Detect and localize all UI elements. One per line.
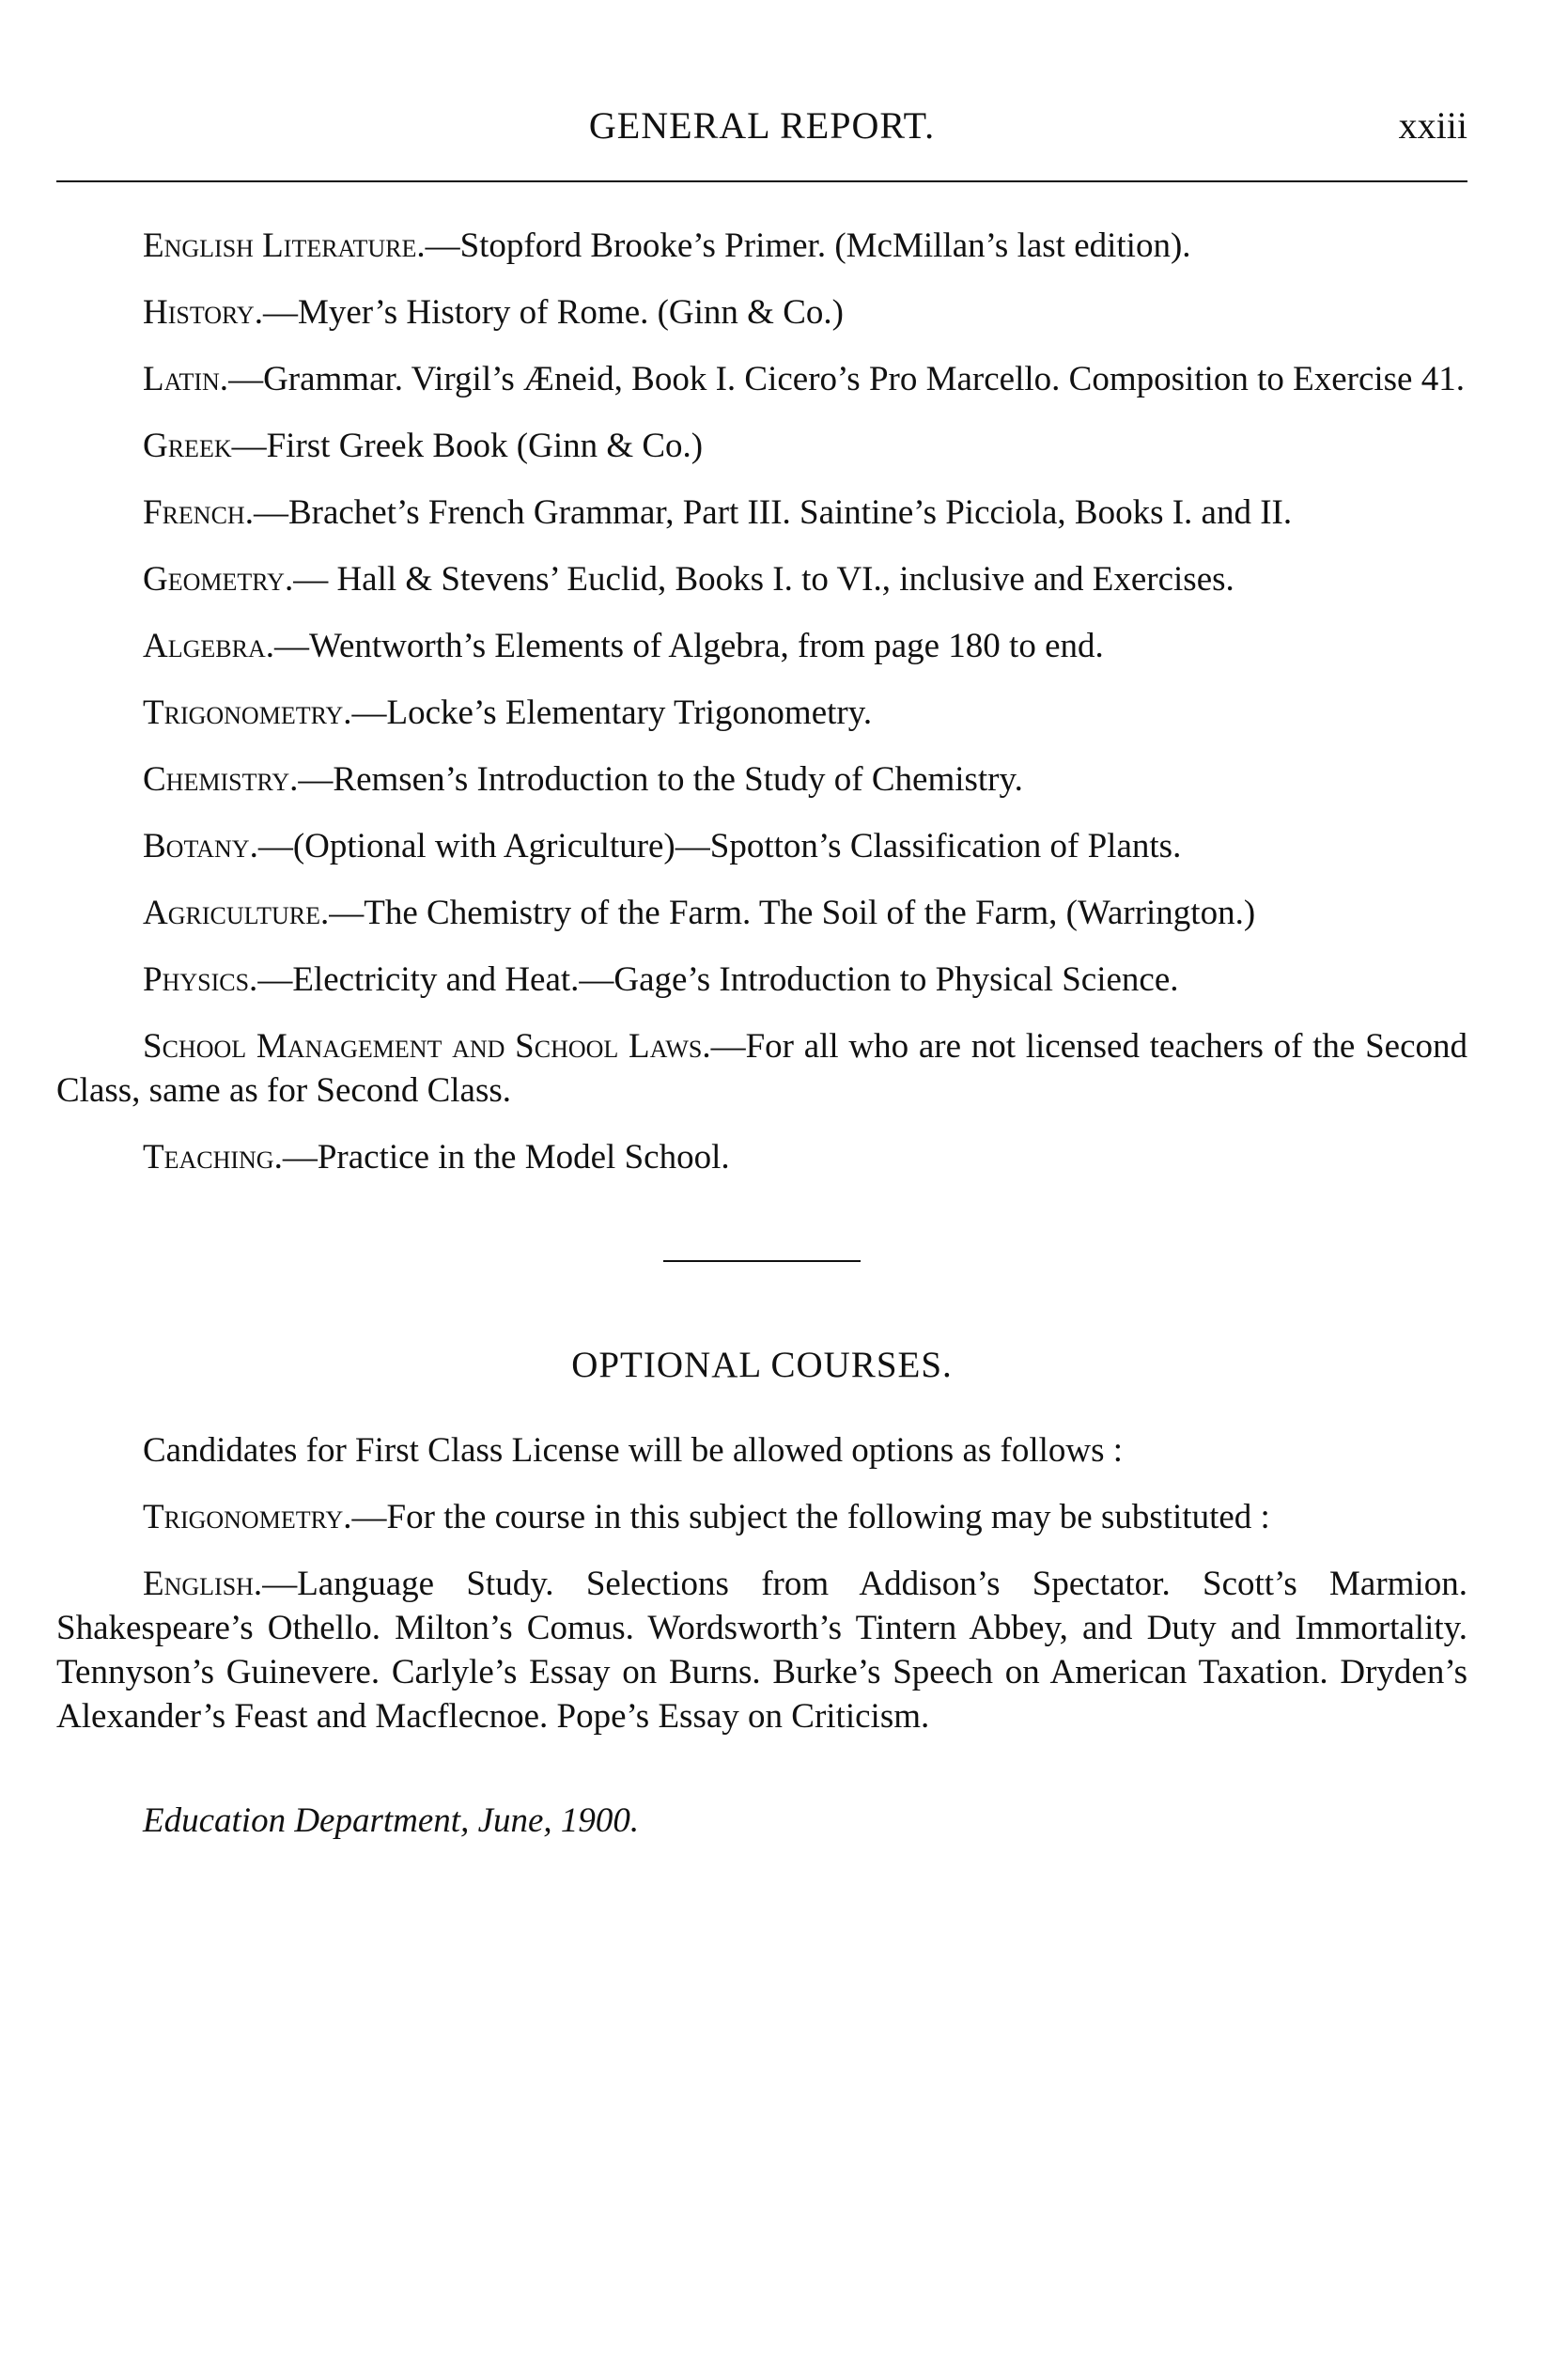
optional-english: [56, 1562, 1467, 1738]
subject-label: English.: [143, 1565, 263, 1603]
main-content: [56, 224, 1467, 1843]
subject-label: Physics.: [143, 960, 258, 999]
subject-text: — Hall & Stevens’ Euclid, Books I. to VI., inclusive and Exercises.: [293, 560, 1234, 599]
subject-label: Agriculture.: [143, 894, 330, 932]
optional-intro: Candidates for First Class License will be allowed options as follows :: [143, 1431, 1124, 1470]
subject-label: School Management and School Laws.: [143, 1027, 711, 1066]
subject-label: Trigonometry.: [143, 694, 352, 732]
subject-text: —Grammar. Virgil’s Æneid, Book I. Cicero’s Pro Marcello. Composition to Exercise 41.: [228, 360, 1465, 398]
subject-greek: [56, 424, 1467, 468]
subject-botany: [56, 824, 1467, 868]
subject-label: Algebra.: [143, 627, 274, 665]
subject-label: Chemistry.: [143, 760, 299, 799]
signature-line: Education Department, June, 1900.: [143, 1801, 640, 1840]
subject-text: —For all who are not licensed teachers of the Second Class, same as for Second Class.: [56, 1027, 1467, 1110]
subject-physics: [56, 958, 1467, 1002]
subject-label: Greek: [143, 427, 232, 465]
subject-latin: [56, 357, 1467, 401]
subject-label: Latin.: [143, 360, 229, 398]
subject-text: —Remsen’s Introduction to the Study of Chemistry.: [298, 760, 1023, 799]
optional-courses-heading: OPTIONAL COURSES.: [571, 1345, 953, 1385]
subject-label: History.: [143, 293, 263, 332]
subject-geometry: [56, 557, 1467, 601]
subject-text: —Language Study. Selections from Addison’s Spectator. Scott’s Marmion. Shakespeare’s Othello. Milton’s Comus. Wordsworth’s Tintern Abbey, and Duty and Immortality. Tennyson’s Guinevere. Carlyle’s Essay on Burns. Burke’s Speech on American Taxation. Dryden’s Alexander’s Feast and Macflecnoe. Pope’s Essay on Criticism.: [56, 1565, 1467, 1736]
subject-text: —Myer’s History of Rome. (Ginn & Co.): [262, 293, 844, 332]
subject-label: Botany.: [143, 827, 258, 865]
subject-label: Trigonometry.: [143, 1498, 352, 1536]
subject-text: —Electricity and Heat.—Gage’s Introduction to Physical Science.: [257, 960, 1179, 999]
subject-label: Geometry.: [143, 560, 294, 599]
page-number: xxiii: [1398, 104, 1467, 147]
subject-text: —Wentworth’s Elements of Algebra, from page 180 to end.: [273, 627, 1104, 665]
section-divider: [663, 1260, 861, 1262]
subject-text: —(Optional with Agriculture)—Spotton’s Classification of Plants.: [257, 827, 1182, 865]
page-header: [56, 103, 1467, 160]
subject-label: Teaching.: [143, 1138, 283, 1177]
subject-text: —Stopford Brooke’s Primer. (McMillan’s last edition).: [425, 226, 1191, 265]
running-title: GENERAL REPORT.: [588, 104, 936, 147]
subject-teaching: [56, 1135, 1467, 1179]
subject-text: —Brachet’s French Grammar, Part III. Saintine’s Picciola, Books I. and II.: [253, 493, 1293, 532]
optional-trigonometry: [56, 1495, 1467, 1539]
subject-english-literature: [56, 224, 1467, 268]
subject-school-management: [56, 1024, 1467, 1113]
subject-text: —For the course in this subject the following may be substituted :: [351, 1498, 1270, 1536]
subject-label: English Literature.: [143, 226, 426, 265]
subject-french: [56, 491, 1467, 535]
subject-history: [56, 290, 1467, 335]
subject-label: French.: [143, 493, 254, 532]
subject-text: —The Chemistry of the Farm. The Soil of the Farm, (Warrington.): [329, 894, 1256, 932]
subject-text: —Practice in the Model School.: [282, 1138, 730, 1177]
subject-trigonometry: [56, 691, 1467, 735]
subject-text: —First Greek Book (Ginn & Co.): [231, 427, 704, 465]
subject-agriculture: [56, 891, 1467, 935]
subject-text: —Locke’s Elementary Trigonometry.: [351, 694, 873, 732]
header-rule: [56, 180, 1467, 182]
subject-algebra: [56, 624, 1467, 668]
subject-chemistry: [56, 757, 1467, 802]
